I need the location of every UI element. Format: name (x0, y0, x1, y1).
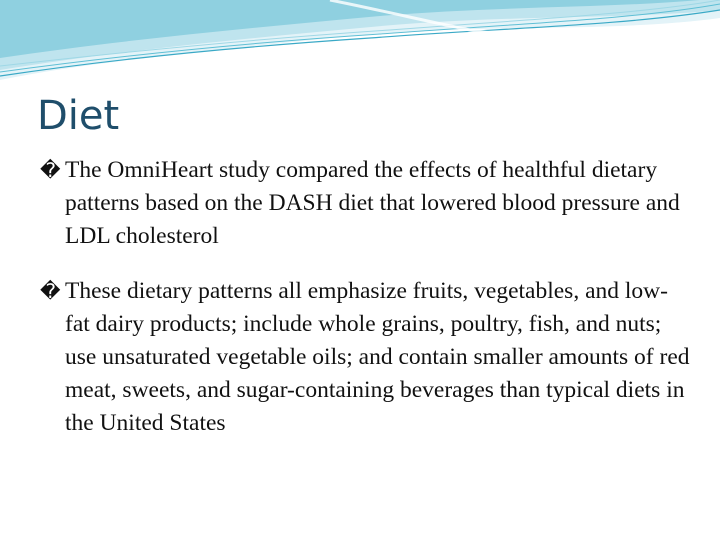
bullet-marker-icon: � (40, 279, 61, 303)
bullet-text: These dietary patterns all emphasize fruits, vegetables, and low-fat dairy products; include whole grains, poultry, fish, and nuts; use unsaturated vegetable oils; and contain smaller amounts of red meat, sweets, and sugar-containing beverages than typical diets in the United States (65, 278, 690, 436)
bullet-text: The OmniHeart study compared the effects of healthful dietary patterns based on the DASH diet that lowered blood pressure and LDL cholesterol (65, 157, 680, 249)
bullet-item (40, 275, 690, 440)
bullet-marker-icon: � (40, 158, 61, 182)
bullet-item (40, 154, 690, 253)
bullet-list (40, 154, 690, 440)
header-wave-decoration (0, 0, 720, 90)
slide-title: Diet (37, 93, 120, 139)
